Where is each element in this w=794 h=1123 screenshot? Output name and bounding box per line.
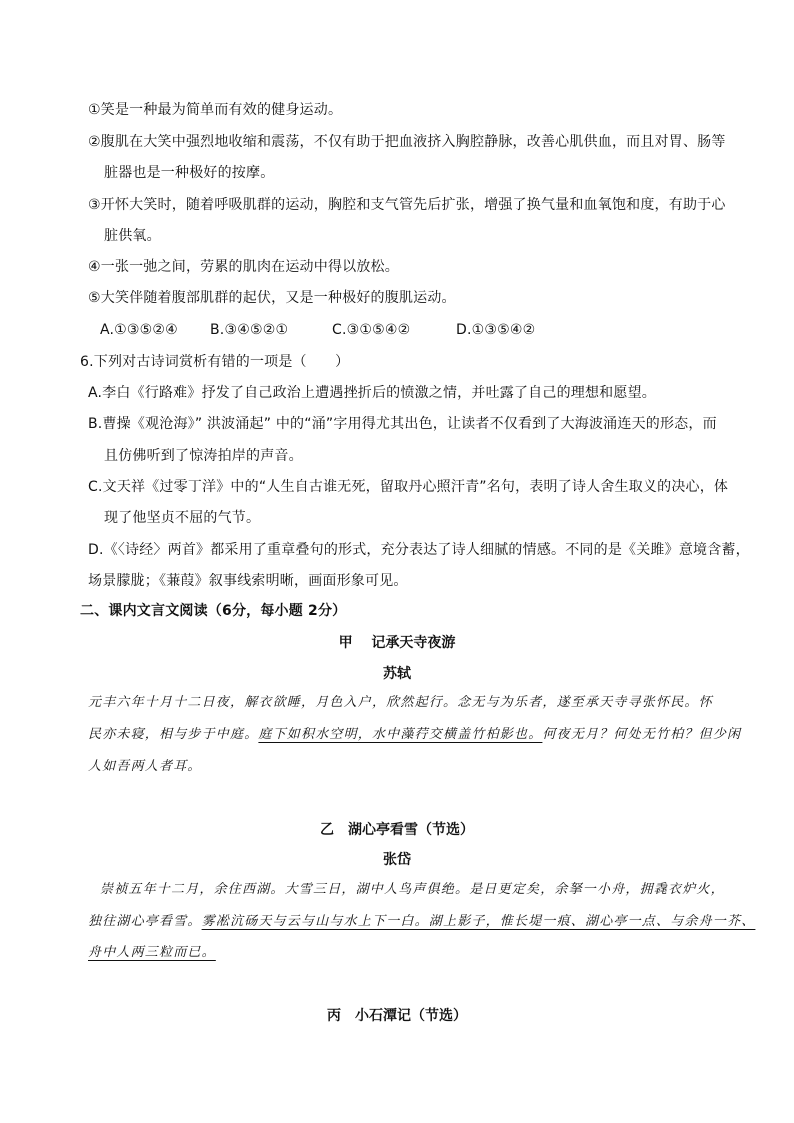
q5-sentence-4: ④一张一弛之间，劳累的肌肉在运动中得以放松。 [88,259,399,275]
passage-jia-line-1: 元丰六年十月十二日夜，解衣欲睡，月色入户，欣然起行。念无与为乐者，遂至承天寺寻张怀民。怀 [88,695,713,710]
passage-jia-title: 甲 记承天寺夜游 [338,635,456,651]
passage-yi-line-1: 崇祯五年十二月，余住西湖。大雪三日，湖中人鸟声俱绝。是日更定矣，余拏一小舟，拥毳衣炉火， [100,882,725,897]
q6-option-c: C.文天祥《过零丁洋》中的“人生自古谁无死，留取丹心照汗青”名句，表明了诗人舍生取义的决心，体 [88,479,729,495]
q5-sentence-3: ③开怀大笑时，随着呼吸肌群的运动，胸腔和支气管先后扩张，增强了换气量和血氧饱和度，有助于心 [88,197,726,213]
passage-yi-line-2-text: 独往湖心亭看雪。 [88,914,202,929]
q5-option-b: B.③④⑤②① [210,322,289,338]
q5-option-a: A.①③⑤②④ [100,322,178,338]
q5-sentence-3-cont: 脏供氧。 [104,228,161,244]
underlined-sentence: 舟中人两三粒而已。 [88,945,216,960]
q5-sentence-5: ⑤大笑伴随着腹部肌群的起伏，又是一种极好的腹肌运动。 [88,290,456,306]
passage-jia-line-2-text: 民亦未寝，相与步于中庭。 [88,727,259,742]
passage-yi-line-3 [88,943,216,963]
underlined-sentence: 庭下如积水空明，水中藻荇交横盖竹柏影也。 [258,727,543,742]
q5-option-d: D.①③⑤④② [456,322,536,338]
q5-sentence-2-cont: 脏器也是一种极好的按摩。 [104,165,275,181]
q5-sentence-1: ①笑是一种最为简单而有效的健身运动。 [88,102,343,118]
passage-yi-title: 乙 湖心亭看雪（节选） [320,822,474,838]
underlined-sentence: 雾凇沆砀天与云与山与水上下一白。湖上影子，惟长堤一痕、湖心亭一点、与余舟一芥、 [201,914,756,929]
section-heading: 二、课内文言文阅读（6分，每小题 2分） [80,603,347,619]
passage-bing-title: 丙 小石潭记（节选） [327,1008,467,1024]
q6-option-d-cont: 场景朦胧；《蒹葭》叙事线索明晰，画面形象可见。 [88,573,408,589]
passage-yi-author: 张岱 [383,852,411,868]
q6-option-c-cont: 现了他坚贞不屈的气节。 [104,510,261,526]
q6-option-d: D.《〈诗经〉两首》都采用了重章叠句的形式，充分表达了诗人细腻的情感。不同的是《关雎》意境含蓄， [88,542,750,558]
q6-option-b: B.曹操《观沧海》” 洪波涌起” 中的“涌”字用得尤其出色，让读者不仅看到了大海波涌连天的形态，而 [88,416,717,432]
passage-jia-line-3: 人如吾两人者耳。 [88,759,202,774]
q5-sentence-2: ②腹肌在大笑中强烈地收缩和震荡，不仅有助于把血液挤入胸腔静脉，改善心肌供血，而且对胃、肠等 [88,134,726,150]
q5-option-c: C.③①⑤④② [332,322,411,338]
passage-jia-line-2-tail: 何夜无月？何处无竹柏？但少闲 [542,727,742,742]
passage-yi-line-2 [88,912,755,932]
q6-stem: 6.下列对古诗词赏析有错的一项是（ ） [80,354,350,370]
q6-option-a: A.李白《行路难》抒发了自己政治上遭遇挫折后的愤激之情，并吐露了自己的理想和愿望。 [88,385,656,401]
passage-jia-line-2 [88,725,741,745]
passage-jia-author: 苏轼 [383,666,411,682]
q6-option-b-cont: 且仿佛听到了惊涛拍岸的声音。 [104,448,303,464]
